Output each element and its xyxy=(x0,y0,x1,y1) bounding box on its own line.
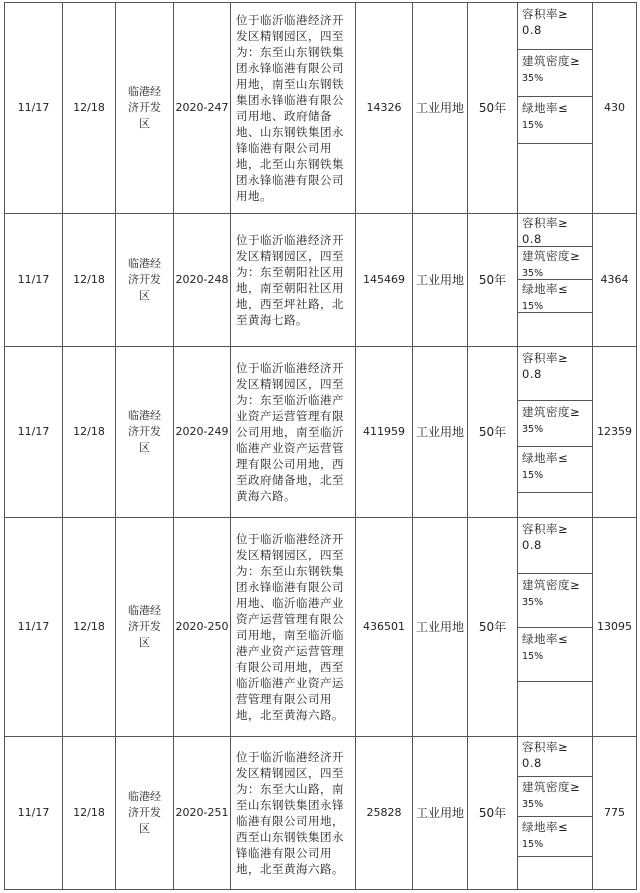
listing-date: 11/17 xyxy=(5,737,63,890)
planning-indicators xyxy=(518,3,593,214)
building-density-cell: 建筑密度≥ 35% xyxy=(518,50,592,97)
land-use: 工业用地 xyxy=(413,518,468,737)
starting-price: 4364 xyxy=(593,214,637,347)
use-term: 50年 xyxy=(468,737,518,890)
auction-date: 12/18 xyxy=(63,737,116,890)
parcel-code: 2020-248 xyxy=(174,214,231,347)
planning-indicators xyxy=(518,737,593,890)
table-row xyxy=(5,347,637,518)
listing-date: 11/17 xyxy=(5,214,63,347)
table-row xyxy=(5,3,637,214)
green-ratio-cell: 绿地率≤ 15% xyxy=(518,628,592,682)
green-ratio-cell: 绿地率≤ 15% xyxy=(518,447,592,493)
starting-price: 13095 xyxy=(593,518,637,737)
building-density-cell: 建筑密度≥ 35% xyxy=(518,777,592,817)
use-term: 50年 xyxy=(468,3,518,214)
green-ratio-cell: 绿地率≤ 15% xyxy=(518,280,592,313)
use-term: 50年 xyxy=(468,518,518,737)
parcel-location: 位于临沂临港经济开发区精钢园区，四至为：东至朝阳社区用地，南至朝阳社区用地，西至坪社路，北至黄海七路。 xyxy=(231,214,356,347)
planning-indicators xyxy=(518,214,593,347)
starting-price: 775 xyxy=(593,737,637,890)
plot-ratio-cell: 容积率≥ 0.8 xyxy=(518,347,592,401)
auction-date: 12/18 xyxy=(63,347,116,518)
blank-indicator-cell xyxy=(518,682,592,736)
land-use: 工业用地 xyxy=(413,737,468,890)
district-name: 临港经济开发区 xyxy=(116,347,174,518)
blank-indicator-cell xyxy=(518,493,592,517)
starting-price: 12359 xyxy=(593,347,637,518)
auction-date: 12/18 xyxy=(63,214,116,347)
plot-ratio-cell: 容积率≥ 0.8 xyxy=(518,737,592,777)
parcel-code: 2020-249 xyxy=(174,347,231,518)
parcel-location: 位于临沂临港经济开发区精钢园区，四至为：东至山东钢铁集团永锋临港有限公司用地，南至山东钢铁集团永锋临港有限公司用地、政府储备地、山东钢铁集团永锋临港有限公司用地，北至山东钢铁集团永锋临港有限公司用地。 xyxy=(231,3,356,214)
listing-date: 11/17 xyxy=(5,347,63,518)
parcel-area: 436501 xyxy=(356,518,413,737)
parcel-code: 2020-251 xyxy=(174,737,231,890)
use-term: 50年 xyxy=(468,347,518,518)
parcel-location: 位于临沂临港经济开发区精钢园区，四至为：东至山东钢铁集团永锋临港有限公司用地、临沂临港产业资产运营管理有限公司用地，南至临沂临港产业资产运营管理有限公司用地，西至临沂临港产业资产运营管理有限公司用地，北至黄海六路。 xyxy=(231,518,356,737)
district-name: 临港经济开发区 xyxy=(116,737,174,890)
parcel-area: 411959 xyxy=(356,347,413,518)
table-row xyxy=(5,518,637,737)
use-term: 50年 xyxy=(468,214,518,347)
auction-date: 12/18 xyxy=(63,518,116,737)
building-density-cell: 建筑密度≥ 35% xyxy=(518,247,592,280)
plot-ratio-cell: 容积率≥ 0.8 xyxy=(518,518,592,574)
parcel-area: 25828 xyxy=(356,737,413,890)
district-name: 临港经济开发区 xyxy=(116,3,174,214)
parcel-code: 2020-247 xyxy=(174,3,231,214)
land-parcel-table xyxy=(4,2,637,890)
land-use: 工业用地 xyxy=(413,347,468,518)
table-row xyxy=(5,214,637,347)
land-use: 工业用地 xyxy=(413,214,468,347)
parcel-location: 位于临沂临港经济开发区精钢园区，四至为：东至大山路，南至山东钢铁集团永锋临港有限公司用地，西至山东钢铁集团永锋临港有限公司用地，北至黄海六路。 xyxy=(231,737,356,890)
parcel-code: 2020-250 xyxy=(174,518,231,737)
plot-ratio-cell: 容积率≥ 0.8 xyxy=(518,3,592,50)
building-density-cell: 建筑密度≥ 35% xyxy=(518,574,592,628)
blank-indicator-cell xyxy=(518,313,592,346)
auction-date: 12/18 xyxy=(63,3,116,214)
green-ratio-cell: 绿地率≤ 15% xyxy=(518,97,592,144)
starting-price: 430 xyxy=(593,3,637,214)
district-name: 临港经济开发区 xyxy=(116,518,174,737)
blank-indicator-cell xyxy=(518,857,592,889)
green-ratio-cell: 绿地率≤ 15% xyxy=(518,817,592,857)
parcel-location: 位于临沂临港经济开发区精钢园区，四至为：东至临沂临港产业资产运营管理有限公司用地，南至临沂临港产业资产运营管理有限公司用地，西至政府储备地，北至黄海六路。 xyxy=(231,347,356,518)
district-name: 临港经济开发区 xyxy=(116,214,174,347)
blank-indicator-cell xyxy=(518,144,592,211)
building-density-cell: 建筑密度≥ 35% xyxy=(518,401,592,447)
parcel-area: 145469 xyxy=(356,214,413,347)
land-use: 工业用地 xyxy=(413,3,468,214)
planning-indicators xyxy=(518,347,593,518)
listing-date: 11/17 xyxy=(5,3,63,214)
listing-date: 11/17 xyxy=(5,518,63,737)
parcel-area: 14326 xyxy=(356,3,413,214)
planning-indicators xyxy=(518,518,593,737)
plot-ratio-cell: 容积率≥ 0.8 xyxy=(518,214,592,247)
table-row xyxy=(5,737,637,890)
